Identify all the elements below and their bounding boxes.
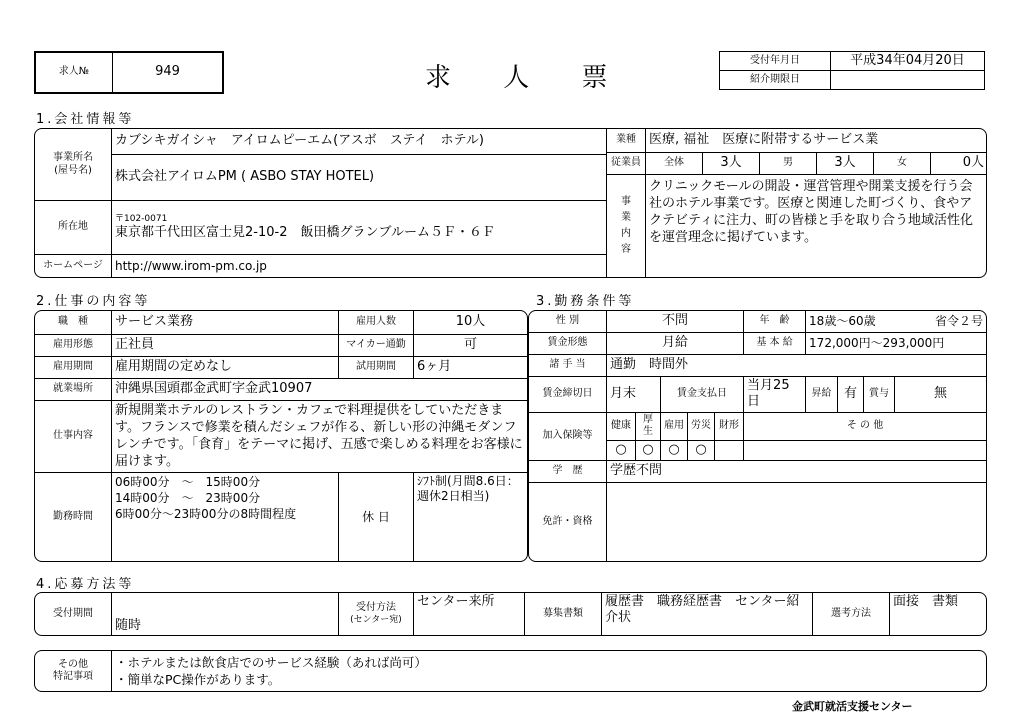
- homepage-label: ホームページ: [35, 255, 112, 279]
- pay-day: 当月25日: [744, 377, 806, 413]
- holiday-label: 休 日: [339, 473, 414, 562]
- trial-period-label: 試用期間: [339, 357, 414, 379]
- job-number-label: 求人№: [35, 52, 113, 93]
- bonus: 無: [895, 377, 987, 413]
- employees-male: 3人: [817, 153, 874, 175]
- job-number-table: [34, 51, 224, 94]
- job-description-label: 仕事内容: [35, 401, 112, 473]
- company-name-label: 事業所名 (屋号名): [35, 129, 112, 201]
- job-number: 949: [113, 52, 224, 93]
- insurance-accident-mark: ○: [688, 440, 715, 460]
- raise: 有: [838, 377, 864, 413]
- employment-period: 雇用期間の定めなし: [112, 357, 339, 379]
- insurance-health-label: 健康: [607, 412, 636, 440]
- education: 学歴不問: [607, 460, 987, 482]
- section-apply-heading: 4.応募方法等: [36, 577, 135, 592]
- conditions-box: [528, 310, 987, 562]
- deadline: [831, 71, 985, 90]
- employment-type-label: 雇用形態: [35, 335, 112, 357]
- selection-method-label: 選考方法: [813, 593, 890, 636]
- apply-method-sub: (センター宛): [350, 614, 402, 625]
- work-hours-label: 勤務時間: [35, 473, 112, 562]
- address: 東京都千代田区富士見2-10-2 飯田橋グランブルーム５Ｆ・６Ｆ: [115, 225, 495, 240]
- wage-closing-label: 賃金締切日: [529, 377, 607, 413]
- job-box: [34, 310, 528, 562]
- employees-total-label: 全体: [646, 153, 703, 175]
- industry: 医療, 福祉 医療に附帯するサービス業: [646, 129, 988, 153]
- age: 18歳～60歳: [809, 314, 876, 328]
- insurance-pension-label: 厚生: [636, 412, 661, 440]
- industry-label: 業種: [607, 129, 646, 153]
- company-kana: カブシキガイシャ アイロムピーエム(アスボ ステイ ホテル): [112, 129, 607, 155]
- insurance-label: 加入保険等: [529, 412, 607, 460]
- employees-label: 従業員: [607, 153, 646, 175]
- company-box: [34, 128, 987, 278]
- received-date: 平成34年04月20日: [831, 52, 985, 71]
- employment-type: 正社員: [112, 335, 339, 357]
- license: [607, 482, 987, 562]
- insurance-accident-label: 労災: [688, 412, 715, 440]
- section-company-heading: 1.会社情報等: [36, 112, 135, 127]
- page-title: 求 人 票: [425, 63, 630, 93]
- sex-label: 性 別: [529, 311, 607, 333]
- received-date-label: 受付年月日: [720, 52, 831, 71]
- insurance-employment-label: 雇用: [661, 412, 688, 440]
- car-commute-label: マイカー通勤: [339, 335, 414, 357]
- note-2: ・簡単なPC操作があります。: [115, 672, 281, 687]
- work-place-label: 就業場所: [35, 379, 112, 401]
- required-docs-label: 募集書類: [525, 593, 602, 636]
- work-hours-1: 06時00分 ～ 15時00分: [115, 475, 261, 489]
- work-hours-2: 14時00分 ～ 23時00分: [115, 491, 261, 505]
- insurance-savings-mark: [715, 440, 744, 460]
- employees-female: 0人: [931, 153, 988, 175]
- business-description: クリニックモールの開設・運営管理や開業支援を行う会社のホテル事業です。医療と関連した町づくり、食やアクテビティに注力、町の皆様と手を取り合う地域活性化を運営理念に掲げています。: [646, 175, 988, 278]
- insurance-other-mark: [744, 440, 987, 460]
- wage-type: 月給: [607, 333, 744, 355]
- apply-period-label: 受付期間: [35, 593, 112, 636]
- base-salary: 172,000円～293,000円: [806, 333, 987, 355]
- footer-center-name: 金武町就活支援センター: [792, 700, 913, 713]
- insurance-other-label: そ の 他: [744, 412, 987, 440]
- notes-label: その他 特記事項: [35, 651, 112, 692]
- insurance-pension-mark: ○: [636, 440, 661, 460]
- bonus-label: 賞与: [864, 377, 895, 413]
- work-place: 沖縄県国頭郡金武町字金武10907: [112, 379, 528, 401]
- employees-total: 3人: [703, 153, 760, 175]
- employees-female-label: 女: [874, 153, 931, 175]
- selection-method: 面接 書類: [890, 593, 987, 636]
- sex: 不問: [607, 311, 744, 333]
- section-job-heading: 2.仕事の内容等: [36, 294, 151, 309]
- age-note: 省令２号: [934, 314, 983, 328]
- insurance-savings-label: 財形: [715, 412, 744, 440]
- allowance-label: 諸 手 当: [529, 355, 607, 377]
- trial-period: 6ヶ月: [414, 357, 528, 379]
- apply-box: [34, 592, 987, 636]
- education-label: 学 歴: [529, 460, 607, 482]
- homepage-link[interactable]: http://www.irom-pm.co.jp: [112, 255, 607, 279]
- reception-table: [719, 51, 985, 90]
- zip-code: 〒102-0071: [115, 213, 168, 224]
- holiday: ｼﾌﾄ制(月間8.6日：週休2日相当): [414, 473, 528, 562]
- employees-male-label: 男: [760, 153, 817, 175]
- apply-method: センター来所: [414, 593, 525, 636]
- job-title: サービス業務: [112, 311, 339, 335]
- section-conditions-heading: 3.勤務条件等: [536, 294, 635, 309]
- apply-period: 随時: [112, 593, 339, 636]
- raise-label: 昇給: [806, 377, 838, 413]
- job-description: 新規開業ホテルのレストラン・カフェで料理提供をしていただきます。フランスで修業を積んだシェフが作る、新しい形の沖縄モダンフレンチです。「食育」をテーマに掲げ、五感で楽しめる料理をお客様に届けます。: [112, 401, 528, 473]
- hire-count: 10人: [414, 311, 528, 335]
- insurance-employment-mark: ○: [661, 440, 688, 460]
- apply-method-label: 受付方法: [356, 602, 396, 614]
- note-1: ・ホテルまたは飲食店でのサービス経験（あれば尚可）: [115, 655, 427, 670]
- deadline-label: 紹介期限日: [720, 71, 831, 90]
- insurance-health-mark: ○: [607, 440, 636, 460]
- company-name: 株式会社アイロムPM ( ASBO STAY HOTEL): [112, 155, 607, 201]
- age-label: 年 齢: [744, 311, 806, 333]
- wage-closing: 月末: [607, 377, 661, 413]
- license-label: 免許・資格: [529, 482, 607, 562]
- work-hours-3: 6時00分～23時00分の8時間程度: [115, 507, 297, 521]
- business-label: 事 業 内 容: [607, 175, 646, 278]
- address-label: 所在地: [35, 201, 112, 255]
- wage-type-label: 賃金形態: [529, 333, 607, 355]
- required-docs: 履歴書 職務経歴書 センター紹介状: [602, 593, 813, 636]
- notes-box: [34, 650, 987, 692]
- allowance: 通勤 時間外: [607, 355, 987, 377]
- pay-day-label: 賃金支払日: [661, 377, 744, 413]
- employment-period-label: 雇用期間: [35, 357, 112, 379]
- base-salary-label: 基 本 給: [744, 333, 806, 355]
- car-commute: 可: [414, 335, 528, 357]
- job-title-label: 職 種: [35, 311, 112, 335]
- hire-count-label: 雇用人数: [339, 311, 414, 335]
